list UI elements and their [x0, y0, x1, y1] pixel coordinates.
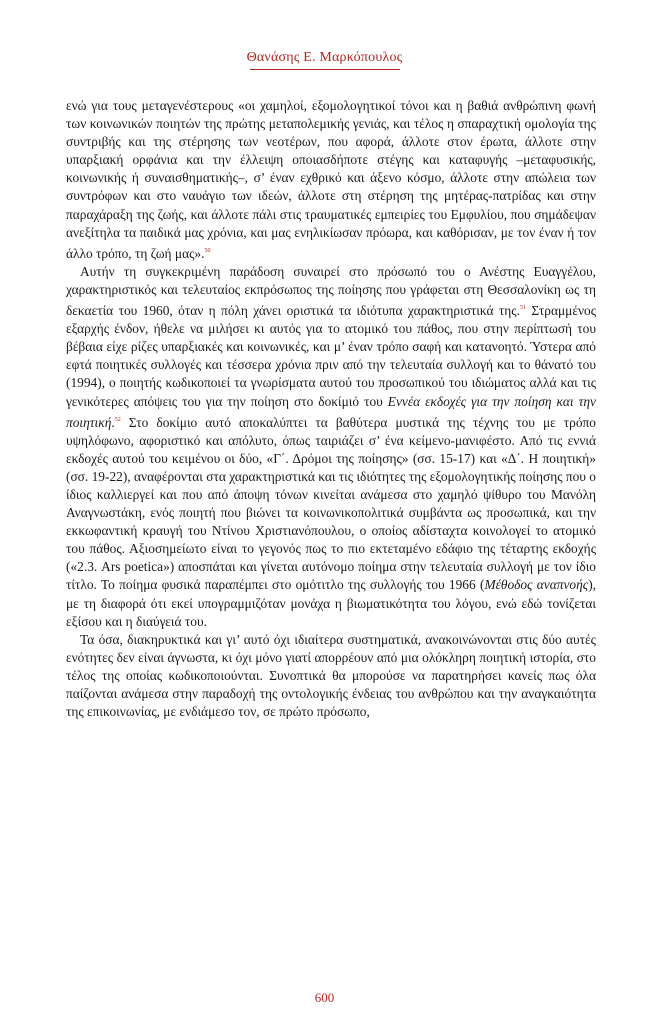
- text-run: Στραμμένος εξαρχής ένδον, ήθελε να μιλήσει κι αυτός για το ατομικό του πάθος, που στην περίπτωσή του βέβαια είχε ρίζες υπαρξιακές και κοινωνικές, και μ’ έναν τρόπο σαφή και κατανοητό. Ύστερα από εφτά ποιητικές συλλογές και τέσσερα χρόνια πριν από την τελευταία συλλογή και το θάνατό του (1994), ο ποιητής κωδικοποιεί τα γνωρίσματα αυτού του προσωπικού του ιδιώματος αλλά και τις γενικότερες απόψεις του για την ποίηση στο δοκίμιό του: [66, 303, 597, 409]
- footnote-marker: 52: [114, 416, 121, 423]
- body-text: [66, 97, 596, 721]
- text-run: ), με τη διαφορά ότι εκεί υπογραμμιζόταν μονάχα η βιωματικότητα του λόγου, ενώ εδώ τονίζεται εξίσου και η διαύγειά του.: [66, 577, 596, 629]
- italic-title: Μέθοδος αναπνοής: [484, 577, 589, 593]
- footnote-marker: 51: [519, 305, 526, 312]
- italic-title: Εννέα εκδοχές για την ποίηση και την ποιητική: [66, 393, 596, 430]
- page-number: 600: [314, 990, 335, 1005]
- text-run: Τα όσα, διακηρυκτικά και γι’ αυτό όχι ιδιαίτερα συστηματικά, ανακοινώνονται στις δύο αυτές ενότητες δεν είναι άγνωστα, κι όχι μόνο γιατί απορρέουν από μια ολόκληρη ποιητική ιστορία, στο τέλος της οποίας κωδικοποιούνται. Συνοπτικά θα μπορούσε να παρατηρήσει κανείς πως όλα παίζονται ανάμεσα στην παραδοχή της οντολογικής ένδειας του ανθρώπου και την αναγκαιότητα της επικοινωνίας, με ενδιάμεσο τον, σε πρώτο πρόσωπο,: [66, 631, 596, 720]
- paragraph: [66, 263, 596, 631]
- paragraph: [66, 631, 596, 721]
- footnote-marker: 50: [204, 247, 211, 254]
- running-head: Θανάσης Ε. Μαρκόπουλος: [246, 50, 403, 65]
- text-run: Αυτήν τη συγκεκριμένη παράδοση συναιρεί στο πρόσωπό του ο Ανέστης Ευαγγέλου, χαρακτηριστικός και τελευταίος εκπρόσωπος της ποίησης που γράφεται στη Θεσσαλονίκη ως τη δεκαετία του 1960, όταν η πόλη χάνει οριστικά τα ιδιότυπα χαρακτηριστικά της.: [66, 263, 596, 319]
- text-run: .: [111, 414, 115, 430]
- text-run: Στο δοκίμιο αυτό αποκαλύπτει τα βαθύτερα μυστικά της τέχνης του με τρόπο υψηλόφωνο, αφοριστικό και απόλυτο, όπως ταιριάζει σ’ ένα κείμενο-μανιφέστο. Από τις εννιά εκδοχές αυτού του κειμένου οι δύο, «Γ΄. Δρόμοι της ποίησης» (σσ. 15-17) και «Δ΄. Η ποιητική» (σσ. 19-22), αναφέρονται στα χαρακτηριστικά και τις ιδιότητες της εξομολογητικής ποίησης που ο ίδιος καλλιεργεί και που από άποψη τόνων κινείται ανάμεσα στο χαμηλό ψίθυρο του Μανόλη Αναγνωστάκη, ενός ποιητή που βιώνει τα κοινωνικοπολιτικά συμβάντα ως προσωπικά, και την εκκωφαντική κραυγή του Ντίνου Χριστιανόπουλου, ο οποίος αδίσταχτα κοινολογεί το ατομικό του πάθος. Αξιοσημείωτο είναι το γεγονός πως το πιο εκτεταμένο εδάφιο της τέταρτης εκδοχής («2.3. Ars poetica») αποσπάται και γίνεται αυτόνομο ποίημα στην τελευταία συλλογή με τον ίδιο τίτλο. Το ποίημα φυσικά παραπέμπει στο ομότιτλο της συλλογής του 1966 (: [66, 414, 596, 593]
- paragraph: [66, 97, 596, 263]
- header-rule: [250, 69, 400, 70]
- text-run: ενώ για τους μεταγενέστερους «οι χαμηλοί, εξομολογητικοί τόνοι και η βαθιά ανθρώπινη φωνή των κοινωνικών ποιητών της πρώτης μεταπολεμικής γενιάς, και τέλος η σπαραχτική ομολογία της συντριβής και της στέρησης των νεοτέρων, που αφορά, άλλοτε στον έρωτα, άλλοτε στην υπαρξιακή ορφάνια και την έλλειψη οποιασδήποτε στέγης και καταφυγής –μεταφυσικής, κοινωνικής ή συναισθηματικής–, σ’ έναν εχθρικό και άξενο κόσμο, άλλοτε στην απώλεια των συντρόφων και στο ναυάγιο των ιδεών, άλλοτε στη στέρηση της μητέρας-πατρίδας και στην παραχάραξη της ζωής, και άλλοτε πάλι στις τραυματικές εμπειρίες του Εμφυλίου, που σημάδεψαν ανεξίτηλα τα παιδικά μας χρόνια, και μας ενηλικίωσαν πρόωρα, και καθόρισαν, με τον έναν ή τον άλλο τρόπο, τη ζωή μας».: [66, 98, 596, 261]
